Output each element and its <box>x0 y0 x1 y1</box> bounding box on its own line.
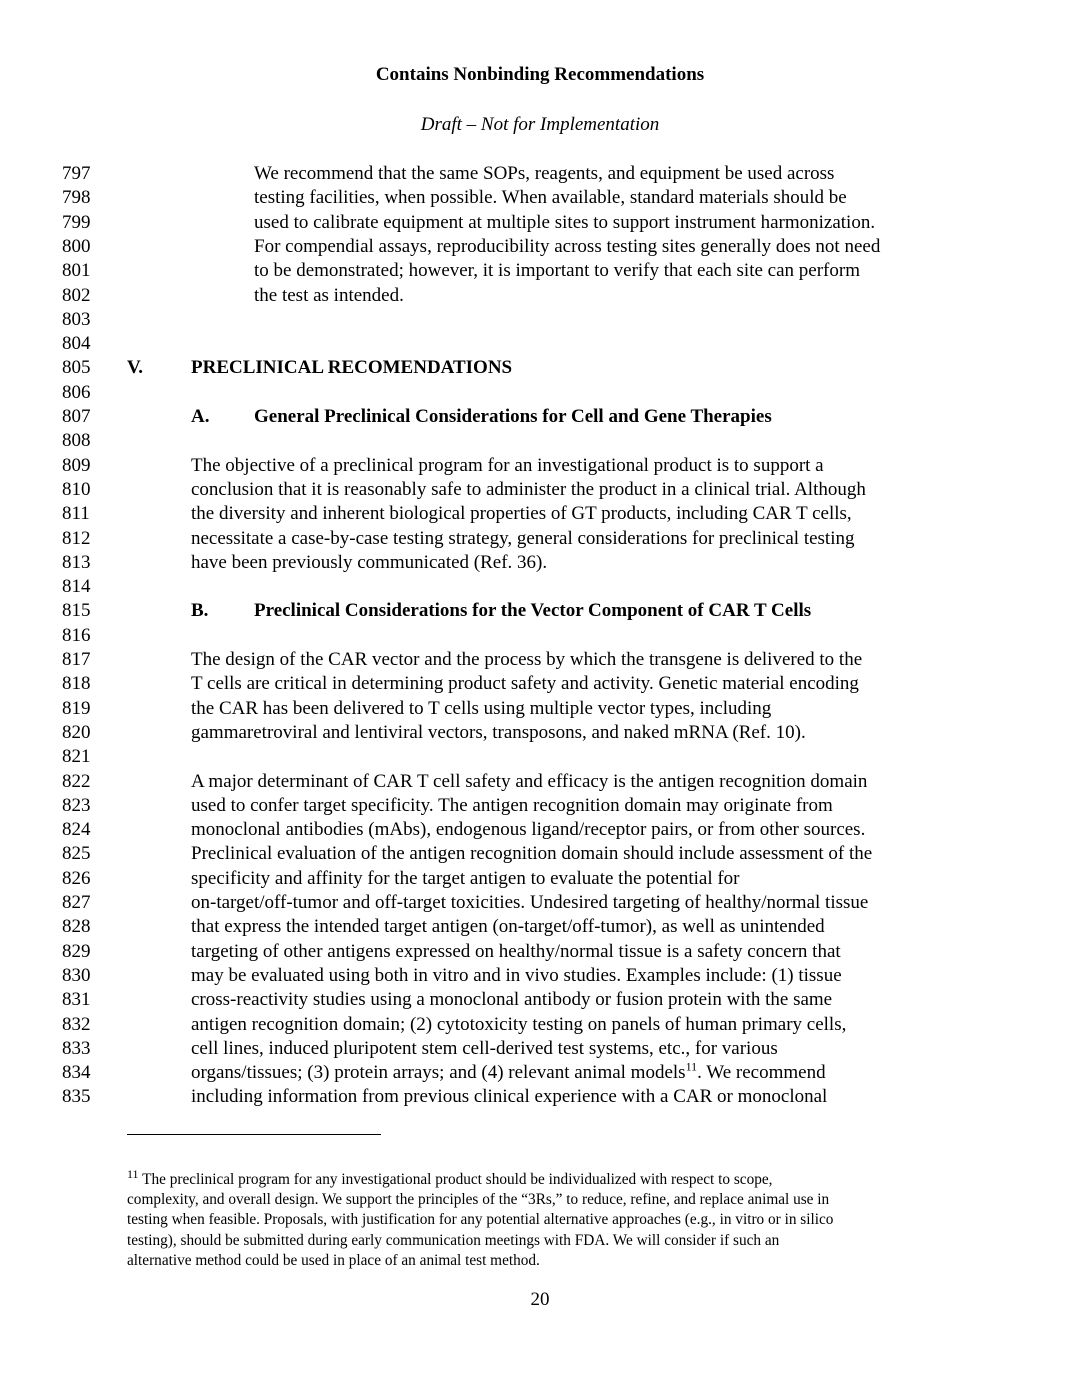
text-line: 812 necessitate a case-by-case testing strategy, general considerations for preclinical testing <box>62 527 855 549</box>
text-line: 798 testing facilities, when possible. When available, standard materials should be <box>62 187 847 209</box>
text-line: 799 used to calibrate equipment at multiple sites to support instrument harmonization. <box>62 211 876 233</box>
text-line: 831 cross-reactivity studies using a monoclonal antibody or fusion protein with the same <box>62 989 833 1011</box>
text-line: 825 Preclinical evaluation of the antigen recognition domain should include assessment of the <box>62 843 873 865</box>
footnote-line: complexity, and overall design. We support the principles of the “3Rs,” to reduce, refine, and replace animal use in <box>127 1191 830 1209</box>
text-line: 823 used to confer target specificity. The antigen recognition domain may originate from <box>62 794 833 816</box>
text-line: 803 <box>62 308 91 330</box>
footnote-line: testing), should be submitted during early communication meetings with FDA. We will consider if such an <box>127 1231 780 1249</box>
text-line: 813 have been previously communicated (Ref. 36). <box>62 551 548 573</box>
text-line: 830 may be evaluated using both in vitro and in vivo studies. Examples include: (1) tissue <box>62 964 842 986</box>
text-line: 797 We recommend that the same SOPs, reagents, and equipment be used across <box>62 163 835 184</box>
text-line: 820 gammaretroviral and lentiviral vectors, transposons, and naked mRNA (Ref. 10). <box>62 721 806 743</box>
text-line: 827 on-target/off-tumor and off-target toxicities. Undesired targeting of healthy/normal tissue <box>62 892 869 913</box>
text-line: 808 <box>62 430 91 452</box>
text-line: 824 monoclonal antibodies (mAbs), endogenous ligand/receptor pairs, or from other sources. <box>62 819 866 841</box>
text-line: 828 that express the intended target antigen (on-target/off-tumor), as well as unintended <box>62 916 825 938</box>
text-line: 819 the CAR has been delivered to T cells using multiple vector types, including <box>62 697 772 719</box>
text-line: 800 For compendial assays, reproducibility across testing sites generally does not need <box>62 235 881 257</box>
page-number: 20 <box>530 1289 550 1310</box>
document-header-subtitle: Draft – Not for Implementation <box>420 114 660 135</box>
text-line: 801 to be demonstrated; however, it is important to verify that each site can perform <box>62 260 860 282</box>
text-line: 832 antigen recognition domain; (2) cytotoxicity testing on panels of human primary cells, <box>62 1013 847 1035</box>
text-line: 816 <box>62 624 91 646</box>
text-line: 811 the diversity and inherent biological properties of GT products, including CAR T cells, <box>62 503 852 525</box>
document-header-title: Contains Nonbinding Recommendations <box>375 64 705 85</box>
footnote-line: $^{11}$ The preclinical program for any investigational product should be individualized with respect to scope, <box>127 1166 773 1188</box>
text-line: 822 A major determinant of CAR T cell safety and efficacy is the antigen recognition domain <box>62 770 868 792</box>
footnote-mark: 11 <box>127 1166 139 1181</box>
section-heading: 805 V. PRECLINICAL RECOMENDATIONS <box>62 357 513 379</box>
text-line: 814 <box>62 576 91 598</box>
footnote <box>127 1166 957 1271</box>
footnote-reference[interactable]: 11 <box>685 1059 698 1074</box>
text-line: 804 <box>62 333 91 355</box>
subsection-heading: 807 A. General Preclinical Considerations for Cell and Gene Therapies <box>62 406 772 427</box>
text-line: 806 <box>62 381 91 403</box>
text-line: 835 including information from previous clinical experience with a CAR or monoclonal <box>62 1086 828 1108</box>
text-line: 821 <box>62 746 91 768</box>
text-line: 810 conclusion that it is reasonably safe to administer the product in a clinical trial. Although <box>62 478 866 500</box>
text-line: 833 cell lines, induced pluripotent stem cell-derived test systems, etc., for various <box>62 1037 778 1059</box>
footnote-line: alternative method could be used in place of an animal test method. <box>127 1251 540 1269</box>
text-line: 817 The design of the CAR vector and the process by which the transgene is delivered to the <box>62 649 863 670</box>
footnote-divider <box>127 1134 381 1135</box>
text-line: 829 targeting of other antigens expressed on healthy/normal tissue is a safety concern that <box>62 940 841 962</box>
text-line: 834 organs/tissues; (3) protein arrays; and (4) relevant animal models$^{11}$. We recommend <box>62 1059 826 1084</box>
text-line: 826 specificity and affinity for the target antigen to evaluate the potential for <box>62 867 740 889</box>
text-line: 809 The objective of a preclinical program for an investigational product is to support a <box>62 454 824 476</box>
text-line: 802 the test as intended. <box>62 284 404 306</box>
text-line: 818 T cells are critical in determining product safety and activity. Genetic material encoding <box>62 673 859 695</box>
subsection-heading: 815 B. Preclinical Considerations for the Vector Component of CAR T Cells <box>62 600 812 622</box>
footnote-line: testing when feasible. Proposals, with justification for any potential alternative approaches (e.g., in vitro or in silico <box>127 1211 834 1229</box>
